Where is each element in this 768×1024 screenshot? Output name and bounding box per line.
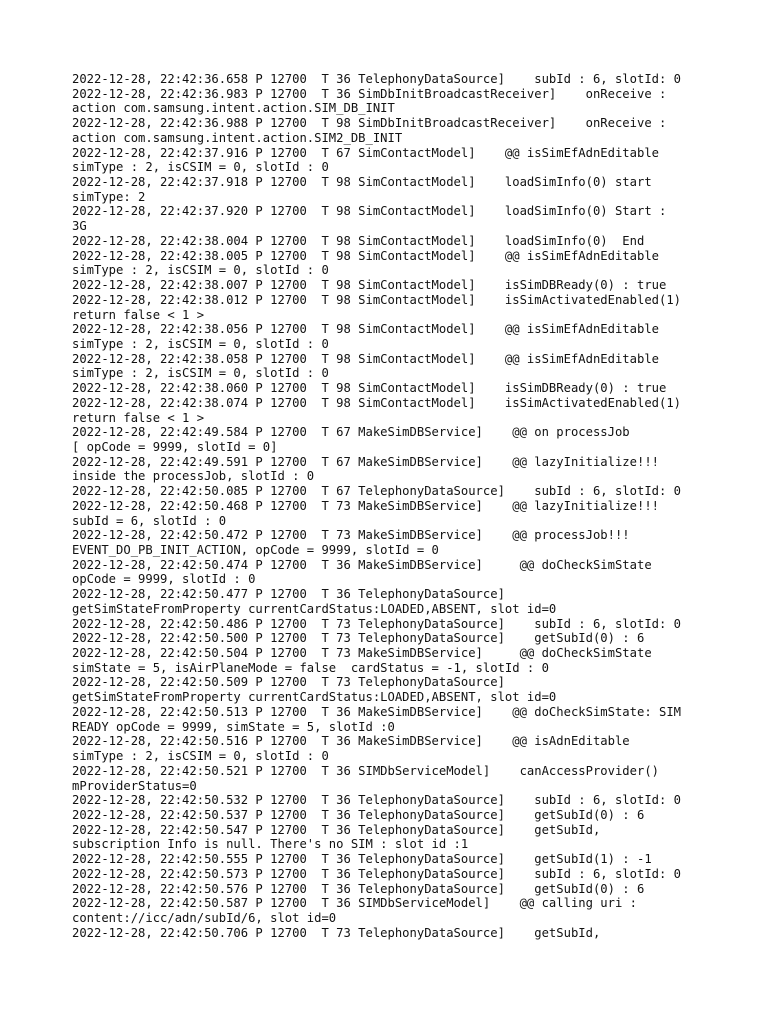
log-line: simType : 2, isCSIM = 0, slotId : 0 (72, 749, 329, 764)
log-line: 2022-12-28, 22:42:38.004 P 12700 T 98 SimContactModel] loadSimInfo(0) End (72, 233, 645, 248)
log-line: action com.samsung.intent.action.SIM_DB_INIT (72, 101, 395, 116)
log-line: 2022-12-28, 22:42:50.513 P 12700 T 36 MakeSimDBService] @@ doCheckSimState: SIM (72, 704, 682, 719)
log-line: simType : 2, isCSIM = 0, slotId : 0 (72, 263, 329, 278)
log-line: 2022-12-28, 22:42:38.005 P 12700 T 98 SimContactModel] @@ isSimEfAdnEditable (72, 248, 659, 263)
log-line: opCode = 9999, slotId : 0 (72, 572, 256, 587)
log-line: return false < 1 > (72, 307, 205, 322)
log-line: 2022-12-28, 22:42:50.477 P 12700 T 36 TelephonyDataSource] (72, 587, 505, 602)
log-line: getSimStateFromProperty currentCardStatus:LOADED,ABSENT, slot id=0 (72, 690, 557, 705)
log-line: 2022-12-28, 22:42:50.573 P 12700 T 36 TelephonyDataSource] subId : 6, slotId: 0 (72, 866, 682, 881)
log-line: 2022-12-28, 22:42:50.532 P 12700 T 36 TelephonyDataSource] subId : 6, slotId: 0 (72, 793, 682, 808)
log-line: subId = 6, slotId : 0 (72, 513, 227, 528)
log-line: 2022-12-28, 22:42:38.007 P 12700 T 98 SimContactModel] isSimDBReady(0) : true (72, 278, 667, 293)
log-line: 2022-12-28, 22:42:50.576 P 12700 T 36 TelephonyDataSource] getSubId(0) : 6 (72, 881, 645, 896)
log-line: 2022-12-28, 22:42:50.500 P 12700 T 73 TelephonyDataSource] getSubId(0) : 6 (72, 631, 645, 646)
log-line: 2022-12-28, 22:42:50.537 P 12700 T 36 TelephonyDataSource] getSubId(0) : 6 (72, 807, 645, 822)
log-line: 2022-12-28, 22:42:50.547 P 12700 T 36 TelephonyDataSource] getSubId, (72, 822, 601, 837)
log-document (72, 72, 712, 940)
log-line: 3G (72, 219, 87, 234)
log-line: 2022-12-28, 22:42:37.920 P 12700 T 98 SimContactModel] loadSimInfo(0) Start : (72, 204, 667, 219)
log-line: simType : 2, isCSIM = 0, slotId : 0 (72, 336, 329, 351)
log-line: 2022-12-28, 22:42:50.587 P 12700 T 36 SIMDbServiceModel] @@ calling uri : (72, 896, 637, 911)
log-line: 2022-12-28, 22:42:50.486 P 12700 T 73 TelephonyDataSource] subId : 6, slotId: 0 (72, 616, 682, 631)
log-line: simType: 2 (72, 189, 146, 204)
log-line: inside the processJob, slotId : 0 (72, 469, 315, 484)
log-line: 2022-12-28, 22:42:36.988 P 12700 T 98 SimDbInitBroadcastReceiver] onReceive : (72, 116, 667, 131)
log-line: action com.samsung.intent.action.SIM2_DB_INIT (72, 130, 403, 145)
log-line: simState = 5, isAirPlaneMode = false cardStatus = -1, slotId : 0 (72, 660, 549, 675)
log-line: 2022-12-28, 22:42:36.658 P 12700 T 36 TelephonyDataSource] subId : 6, slotId: 0 (72, 72, 682, 86)
log-line: return false < 1 > (72, 410, 205, 425)
log-line: 2022-12-28, 22:42:38.074 P 12700 T 98 SimContactModel] isSimActivatedEnabled(1) (72, 395, 682, 410)
log-line: READY opCode = 9999, simState = 5, slotId :0 (72, 719, 395, 734)
log-line: 2022-12-28, 22:42:50.085 P 12700 T 67 TelephonyDataSource] subId : 6, slotId: 0 (72, 484, 682, 499)
log-line: 2022-12-28, 22:42:50.504 P 12700 T 73 MakeSimDBService] @@ doCheckSimState (72, 646, 652, 661)
log-line: 2022-12-28, 22:42:38.056 P 12700 T 98 SimContactModel] @@ isSimEfAdnEditable (72, 322, 659, 337)
log-line: 2022-12-28, 22:42:50.509 P 12700 T 73 TelephonyDataSource] (72, 675, 505, 690)
log-line: subscription Info is null. There's no SIM : slot id :1 (72, 837, 469, 852)
log-line: 2022-12-28, 22:42:49.584 P 12700 T 67 MakeSimDBService] @@ on processJob (72, 425, 630, 440)
log-line: 2022-12-28, 22:42:50.474 P 12700 T 36 MakeSimDBService] @@ doCheckSimState (72, 557, 652, 572)
log-line: 2022-12-28, 22:42:36.983 P 12700 T 36 SimDbInitBroadcastReceiver] onReceive : (72, 86, 667, 101)
log-line: simType : 2, isCSIM = 0, slotId : 0 (72, 160, 329, 175)
log-line: 2022-12-28, 22:42:50.555 P 12700 T 36 TelephonyDataSource] getSubId(1) : -1 (72, 852, 652, 867)
log-line: 2022-12-28, 22:42:37.918 P 12700 T 98 SimContactModel] loadSimInfo(0) start (72, 175, 652, 190)
log-line: EVENT_DO_PB_INIT_ACTION, opCode = 9999, slotId = 0 (72, 543, 439, 557)
log-line: 2022-12-28, 22:42:50.472 P 12700 T 73 MakeSimDBService] @@ processJob!!! (72, 528, 630, 543)
log-line: 2022-12-28, 22:42:50.521 P 12700 T 36 SIMDbServiceModel] canAccessProvider() (72, 763, 659, 778)
log-line: getSimStateFromProperty currentCardStatus:LOADED,ABSENT, slot id=0 (72, 601, 557, 616)
log-line: simType : 2, isCSIM = 0, slotId : 0 (72, 366, 329, 381)
log-line: 2022-12-28, 22:42:50.706 P 12700 T 73 TelephonyDataSource] getSubId, (72, 925, 601, 940)
log-line: 2022-12-28, 22:42:49.591 P 12700 T 67 MakeSimDBService] @@ lazyInitialize!!! (72, 454, 659, 469)
log-line: 2022-12-28, 22:42:38.060 P 12700 T 98 SimContactModel] isSimDBReady(0) : true (72, 381, 667, 396)
log-line: 2022-12-28, 22:42:37.916 P 12700 T 67 SimContactModel] @@ isSimEfAdnEditable (72, 145, 659, 160)
log-line: 2022-12-28, 22:42:38.012 P 12700 T 98 SimContactModel] isSimActivatedEnabled(1) (72, 292, 682, 307)
log-line: content://icc/adn/subId/6, slot id=0 (72, 910, 337, 925)
log-line: [ opCode = 9999, slotId = 0] (72, 439, 278, 454)
log-line: 2022-12-28, 22:42:50.468 P 12700 T 73 MakeSimDBService] @@ lazyInitialize!!! (72, 498, 659, 513)
log-line: 2022-12-28, 22:42:50.516 P 12700 T 36 MakeSimDBService] @@ isAdnEditable (72, 734, 630, 749)
log-line: mProviderStatus=0 (72, 778, 197, 793)
log-line: 2022-12-28, 22:42:38.058 P 12700 T 98 SimContactModel] @@ isSimEfAdnEditable (72, 351, 659, 366)
